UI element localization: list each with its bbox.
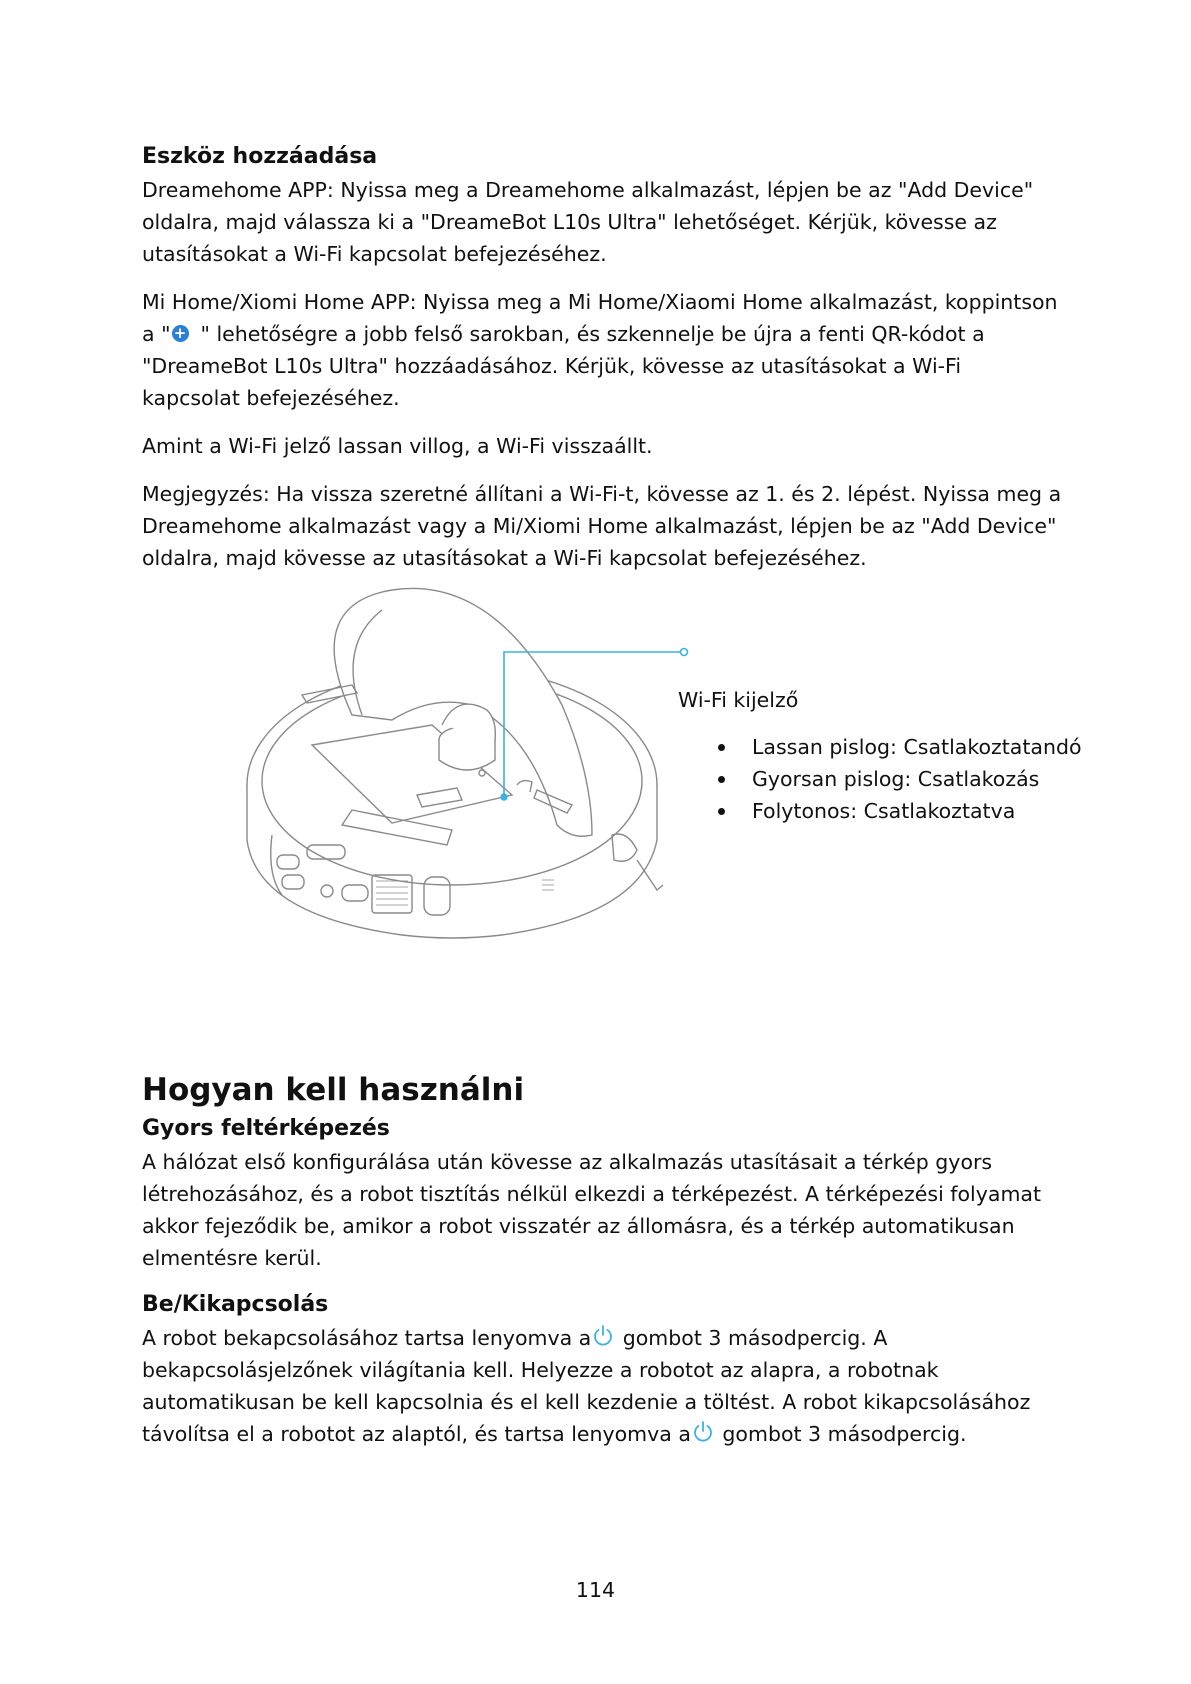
wifi-reset-paragraph: Amint a Wi-Fi jelző lassan villog, a Wi-Fi visszaállt. [142, 434, 653, 458]
power-heading: Be/Kikapcsolás [142, 1292, 329, 1317]
list-item: Folytonos: Csatlakoztatva [718, 795, 1082, 827]
list-item: Lassan pislog: Csatlakoztatandó [718, 731, 1082, 763]
power-paragraph [142, 1322, 1062, 1450]
quick-map-paragraph: A hálózat első konfigurálása után kövesse az alkalmazás utasításait a térkép gyors létrehozásához, és a robot tisztítás nélkül elkezdi a térképezést. A térképezési folyamat akkor fejeződik be, amikor a robot visszatér az állomásra, és a térkép automatikusan elmentésre kerül. [142, 1150, 1042, 1270]
robot-figure [142, 585, 1082, 1005]
mihome-app-paragraph [142, 286, 1062, 414]
page-number: 114 [575, 1578, 616, 1602]
power-text-3: gombot 3 másodpercig. [715, 1422, 967, 1446]
add-device-heading: Eszköz hozzáadása [142, 144, 378, 169]
how-to-use-title: Hogyan kell használni [142, 1072, 525, 1108]
wifi-states-list [718, 731, 1082, 827]
power-text-2: gombot 3 másodpercig. A bekapcsolásjelzőnek világítania kell. Helyezze a robotot az alapra, a robotnak automatikusan be kell kapcsolnia és el kell kezdenie a töltést. A robot kikapcsolásához távolítsa el a robotot az alaptól, és tartsa lenyomva a [142, 1326, 1031, 1446]
power-text-1: A robot bekapcsolásához tartsa lenyomva a [142, 1326, 592, 1350]
mihome-text-start: Mi Home/Xiomi Home APP: Nyissa meg a Mi Home/Xiaomi Home alkalmazást, koppintson a " [142, 290, 1058, 346]
plus-circle-icon: + [172, 325, 189, 342]
note-paragraph: Megjegyzés: Ha vissza szeretné állítani a Wi-Fi-t, kövesse az 1. és 2. lépést. Nyissa meg a Dreamehome alkalmazást vagy a Mi/Xiomi Home alkalmazást, lépjen be az "Add Device" oldalra, majd kövesse az utasításokat a Wi-Fi kapcsolat befejezéséhez. [142, 482, 1062, 570]
quick-map-heading: Gyors feltérképezés [142, 1116, 390, 1141]
list-item: Gyorsan pislog: Csatlakozás [718, 763, 1082, 795]
wifi-indicator-label: Wi-Fi kijelző [678, 688, 799, 712]
power-icon [692, 1420, 714, 1444]
dreamehome-app-paragraph: Dreamehome APP: Nyissa meg a Dreamehome alkalmazást, lépjen be az "Add Device" oldalra, majd válassza ki a "DreameBot L10s Ultra" lehetőséget. Kérjük, kövesse az utasításokat a Wi-Fi kapcsolat befejezéséhez. [142, 178, 1034, 266]
power-icon [592, 1324, 614, 1348]
how-to-use-section [142, 1070, 1062, 1466]
mihome-text-end: " lehetőségre a jobb felső sarokban, és szkennelje be újra a fenti QR-kódot a "DreameBot L10s Ultra" hozzáadásához. Kérjük, kövesse az utasításokat a Wi-Fi kapcsolat befejezéséhez. [142, 322, 985, 410]
add-device-section [142, 142, 1062, 590]
